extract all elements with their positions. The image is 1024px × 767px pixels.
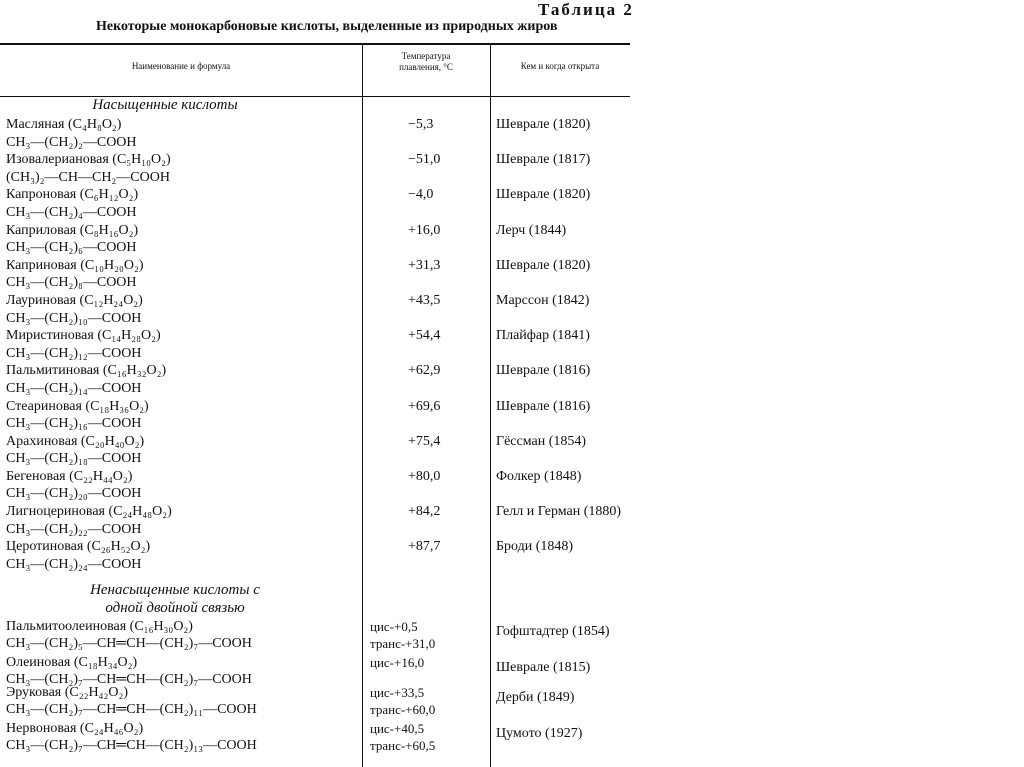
acid-name: Каприновая (C₁₀H₂₀O₂) [6,257,144,273]
acid-formula: CH₃—(CH₂)₇—CH═CH—(CH₂)₁₁—COOH [6,702,257,717]
acid-name: Масляная (C₄H₈O₂) [6,117,122,132]
acid-formula: CH₃—(CH₂)₇—CH═CH—(CH₂)₇—COOH [6,672,252,687]
acid-name: Пальмитиновая (C₁₆H₃₂O₂) [6,363,167,379]
table-row [0,720,630,756]
table-number: Таблица 2 [538,0,634,19]
table-row [0,503,630,538]
melting-point: −4,0 [408,187,434,203]
discovered-by: Гёссман (1854) [496,433,587,449]
discovered-by: Шеврале (1820) [496,187,591,203]
table-row [0,257,630,292]
discovered-by: Марссон (1842) [496,292,590,308]
melting-point: +84,2 [408,504,441,520]
acid-name: Нервоновая (C₂₄H₄₆O₂) [6,721,144,736]
discovered-by: Дерби (1849) [496,690,575,705]
acid-formula: CH₃—(CH₂)₁₂—COOH [6,345,142,361]
acid-name: Эруковая (C₂₂H₄₂O₂) [6,685,129,700]
acid-name: Олеиновая (C₁₈H₃₄O₂) [6,655,138,670]
acid-formula: CH₃—(CH₂)₁₄—COOH [6,380,142,396]
section-unsaturated: Ненасыщенные кислоты с одной двойной связью [90,582,260,616]
table-row [0,362,630,397]
acid-name: Арахиновая (C₂₀H₄₀O₂) [6,433,145,449]
unsaturated-rows [0,618,630,756]
acid-name: Капроновая (C₆H₁₂O₂) [6,187,139,203]
melting-point-cis: цис-+0,5 [370,619,418,634]
acid-formula: CH₃—(CH₂)₇—CH═CH—(CH₂)₁₃—COOH [6,738,257,753]
table-row [0,398,630,433]
discovered-by: Броди (1848) [496,539,574,555]
acid-formula: (CH₃)₂—CH—CH₂—COOH [6,169,170,185]
acid-formula: CH₃—(CH₂)₂₂—COOH [6,521,142,537]
discovered-by: Шеврале (1820) [496,117,591,132]
table-title: Некоторые монокарбоновые кислоты, выделенные из природных жиров [96,19,558,34]
table-row [0,327,630,362]
table-row [0,468,630,503]
header-name: Наименование и формула [131,61,231,71]
acid-name: Изовалериановая (C₅H₁₀O₂) [6,152,171,168]
header-temp: Температура плавления, °С [399,51,453,72]
acid-name: Лауриновая (C₁₂H₂₄O₂) [6,292,143,308]
acid-name: Каприловая (C₈H₁₆O₂) [6,222,139,238]
table-row [0,186,630,221]
table-row [0,684,630,720]
melting-point: −51,0 [408,152,441,168]
melting-point-trans: транс-+60,5 [370,738,436,753]
acid-name: Пальмитоолеиновая (C₁₆H₃₀O₂) [6,619,193,634]
table-row [0,538,630,573]
discovered-by: Шеврале (1815) [496,660,591,675]
discovered-by: Шеврале (1816) [496,398,591,414]
acid-formula: CH₃—(CH₂)₆—COOH [6,240,137,256]
discovered-by: Цумото (1927) [496,726,583,741]
saturated-rows [0,116,630,573]
discovered-by: Гелл и Герман (1880) [496,504,622,520]
melting-point: +16,0 [408,222,441,238]
melting-point: −5,3 [408,117,434,132]
table-row [0,654,630,687]
acid-formula: CH₃—(CH₂)₂₀—COOH [6,486,142,502]
table-row [0,433,630,468]
top-rule [0,43,630,45]
table-row [0,116,630,151]
melting-point-cis: цис-+16,0 [370,655,425,670]
acid-formula: CH₃—(CH₂)₂—COOH [6,134,137,150]
melting-point: +69,6 [408,398,441,414]
discovered-by: Плайфар (1841) [496,328,590,344]
melting-point-cis: цис-+33,5 [370,685,425,700]
discovered-by: Шеврале (1816) [496,363,591,379]
table-row [0,292,630,327]
header-discovered: Кем и когда открыта [520,61,600,71]
melting-point-cis: цис-+40,5 [370,721,425,736]
acid-formula: CH₃—(CH₂)₁₀—COOH [6,310,142,326]
melting-point: +54,4 [408,328,441,344]
acid-name: Бегеновая (C₂₂H₄₄O₂) [6,468,133,484]
acid-name: Стеариновая (C₁₈H₃₆O₂) [6,398,149,414]
acid-formula: CH₃—(CH₂)₈—COOH [6,275,137,291]
discovered-by: Лерч (1844) [496,222,567,238]
acid-name: Лигноцериновая (C₂₄H₄₈O₂) [6,504,172,520]
table-row [0,151,630,186]
acid-name: Церотиновая (C₂₆H₅₂O₂) [6,539,151,555]
table-row [0,618,630,654]
acid-formula: CH₃—(CH₂)₂₄—COOH [6,556,142,572]
discovered-by: Фолкер (1848) [496,468,582,484]
acid-formula: CH₃—(CH₂)₅—CH═CH—(CH₂)₇—COOH [6,636,252,651]
acid-formula: CH₃—(CH₂)₁₈—COOH [6,451,142,467]
acid-name: Миристиновая (C₁₄H₂₈O₂) [6,328,161,344]
discovered-by: Шеврале (1817) [496,152,591,168]
melting-point: +62,9 [408,363,441,379]
melting-point: +80,0 [408,468,441,484]
discovered-by: Гофштадтер (1854) [496,624,610,639]
melting-point-trans: транс-+60,0 [370,702,436,717]
acid-formula: CH₃—(CH₂)₄—COOH [6,204,137,220]
melting-point: +43,5 [408,292,441,308]
section-saturated: Насыщенные кислоты [92,97,238,113]
melting-point: +31,3 [408,257,441,273]
discovered-by: Шеврале (1820) [496,257,591,273]
melting-point-trans: транс-+31,0 [370,636,436,651]
melting-point: +87,7 [408,539,441,555]
melting-point: +75,4 [408,433,441,449]
acid-formula: CH₃—(CH₂)₁₆—COOH [6,416,142,432]
table-row [0,222,630,257]
